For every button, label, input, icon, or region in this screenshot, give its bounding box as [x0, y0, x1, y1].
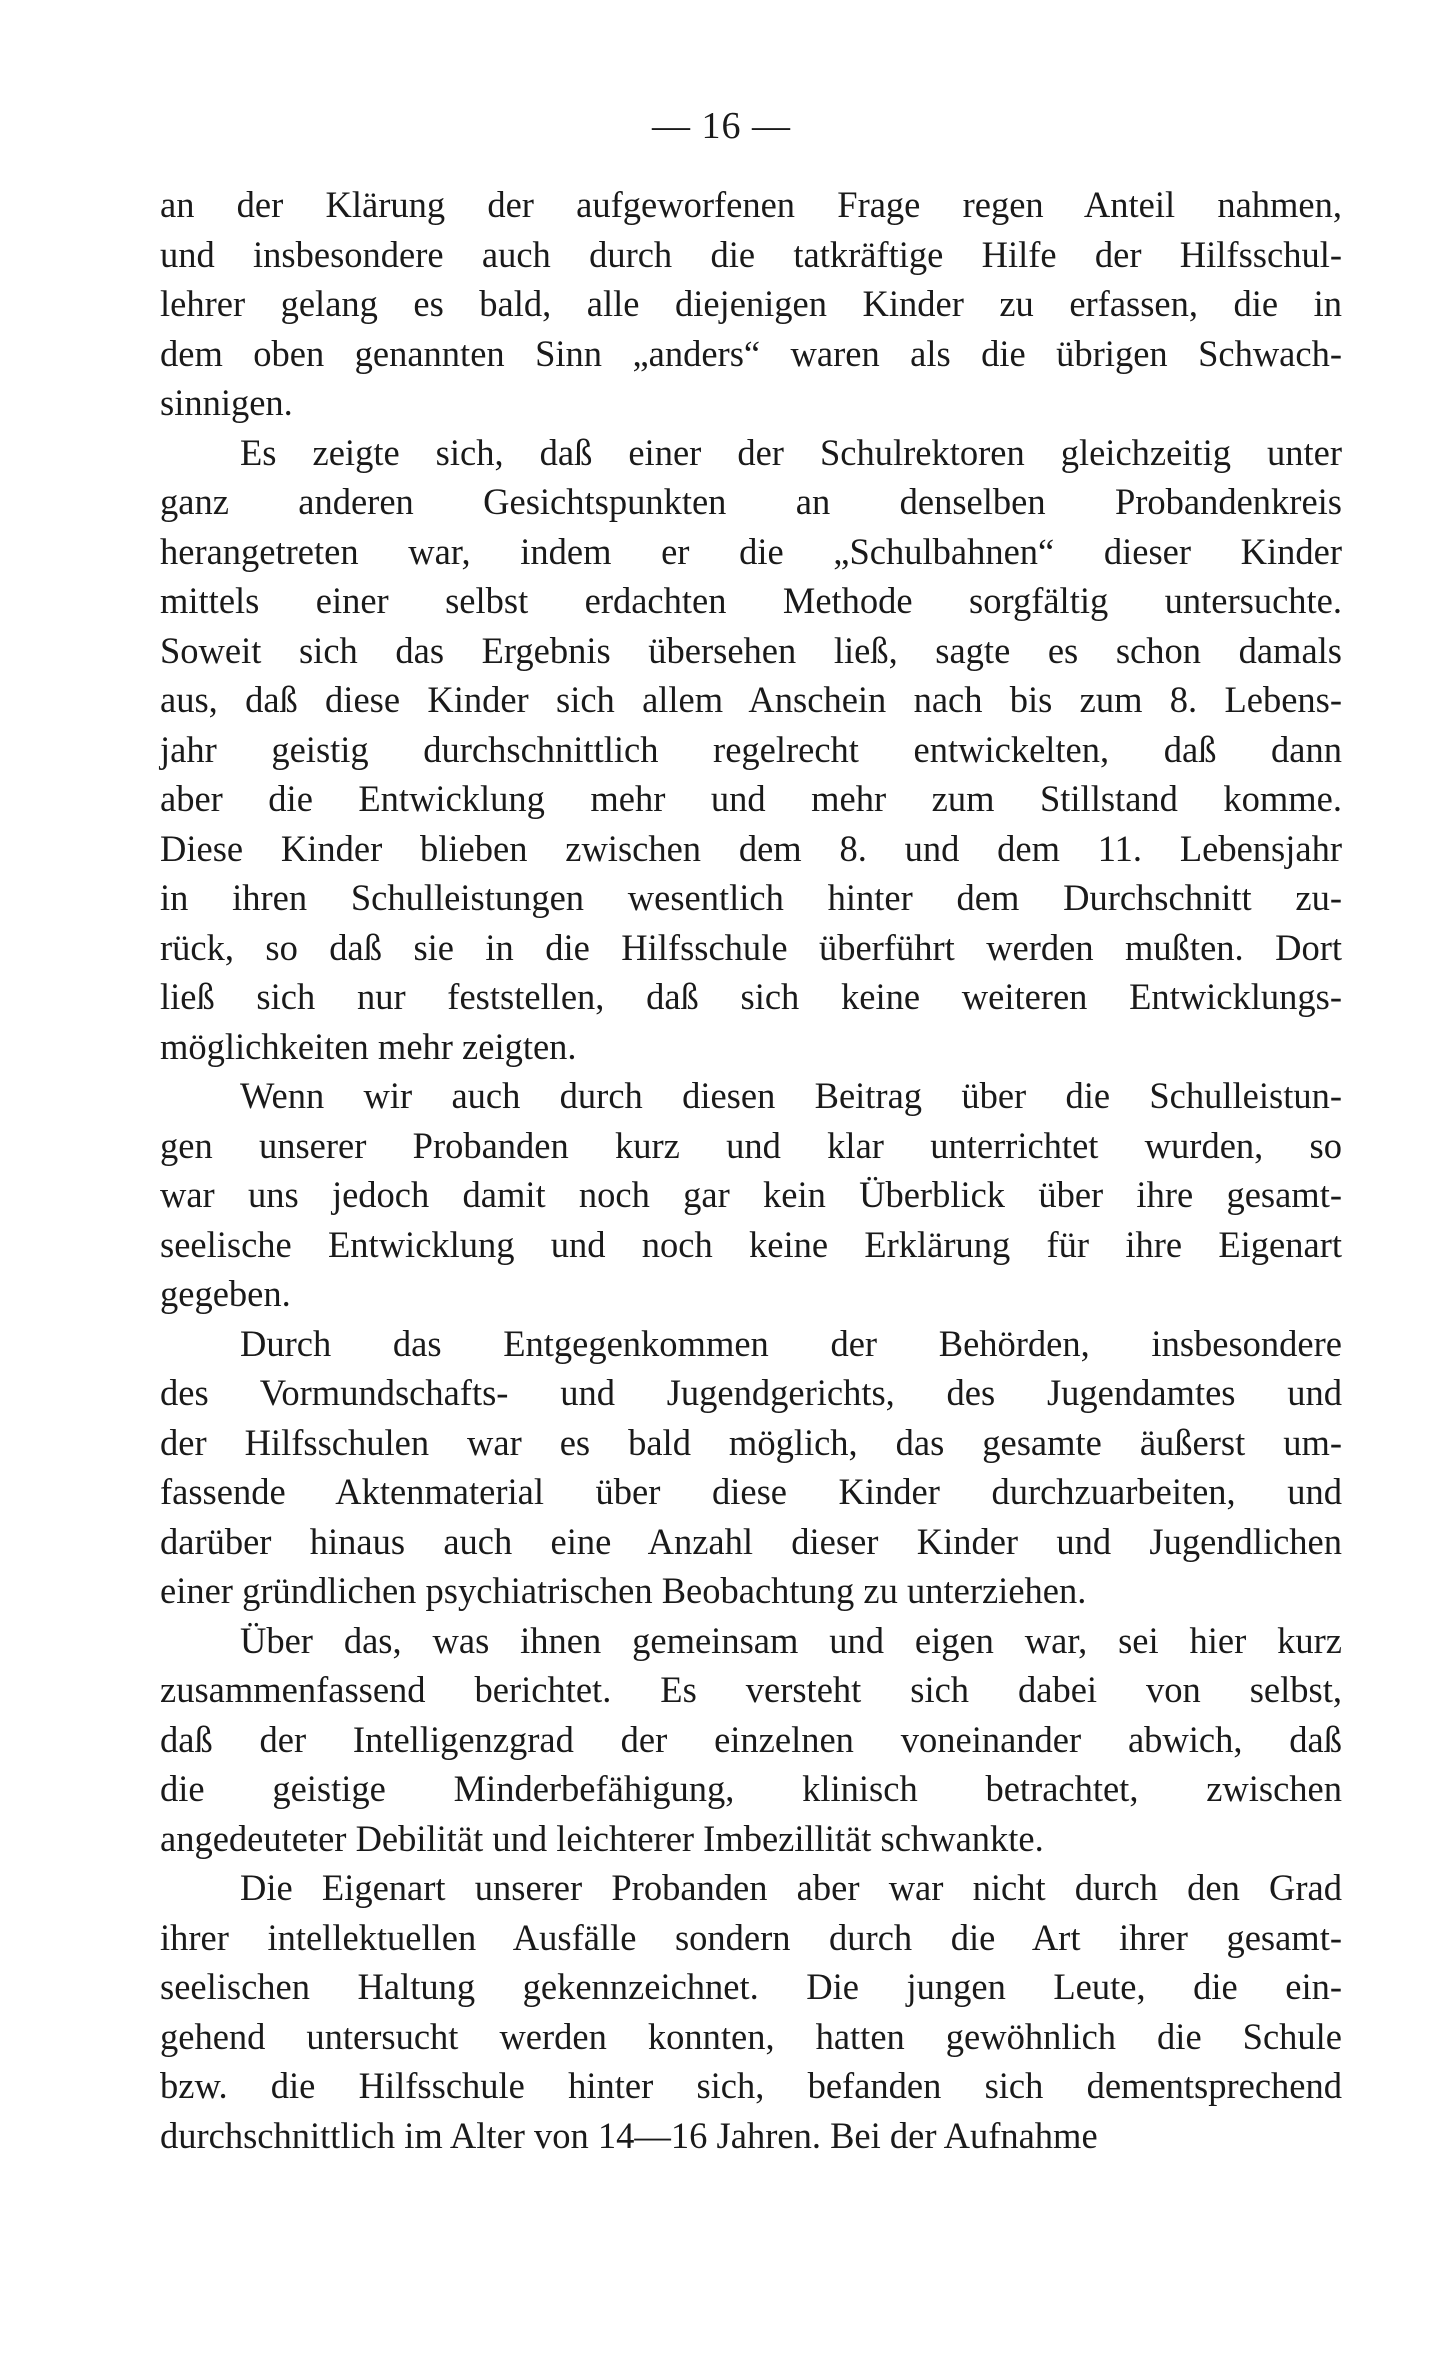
text-line: seelischen Haltung gekennzeichnet. Die jungen Leute, die ein- [160, 1966, 1342, 2007]
paragraph [160, 1863, 1342, 2160]
text-line: sinnigen. [160, 382, 293, 423]
text-line: des Vormundschafts- und Jugendgerichts, des Jugendamtes und [160, 1372, 1342, 1413]
text-line: dem oben genannten Sinn „anders“ waren als die übrigen Schwach- [160, 332, 1342, 374]
text-line: ganz anderen Gesichtspunkten an denselben Probandenkreis [160, 481, 1342, 522]
text-line: und insbesondere auch durch die tatkräftige Hilfe der Hilfsschul- [160, 233, 1342, 275]
text-line: die geistige Minderbefähigung, klinisch betrachtet, zwischen [160, 1768, 1342, 1809]
body-text [160, 180, 1342, 2160]
paragraph-container [160, 180, 1342, 2160]
text-line: zusammenfassend berichtet. Es versteht sich dabei von selbst, [160, 1669, 1342, 1710]
text-line: daß der Intelligenzgrad der einzelnen voneinander abwich, daß [160, 1718, 1342, 1760]
text-line: gen unserer Probanden kurz und klar unterrichtet wurden, so [160, 1124, 1342, 1166]
text-line: möglichkeiten mehr zeigten. [160, 1025, 577, 1067]
text-line: seelische Entwicklung und noch keine Erklärung für ihre Eigenart [160, 1223, 1342, 1265]
text-line: einer gründlichen psychiatrischen Beobachtung zu unterziehen. [160, 1570, 1087, 1611]
text-line: herangetreten war, indem er die „Schulbahnen“ dieser Kinder [160, 530, 1342, 572]
paragraph [160, 428, 1342, 1072]
paragraph [160, 1616, 1342, 1864]
text-line: gehend untersucht werden konnten, hatten gewöhnlich die Schule [160, 2015, 1342, 2057]
text-line: lehrer gelang es bald, alle diejenigen Kinder zu erfassen, die in [160, 283, 1342, 324]
text-line: gegeben. [160, 1273, 291, 1314]
text-line: in ihren Schulleistungen wesentlich hinter dem Durchschnitt zu- [160, 877, 1342, 918]
text-line: Durch das Entgegenkommen der Behörden, insbesondere [240, 1322, 1342, 1364]
text-line: fassende Aktenmaterial über diese Kinder durchzuarbeiten, und [160, 1471, 1342, 1512]
page-number: — 16 — [652, 105, 791, 147]
text-line: der Hilfsschulen war es bald möglich, das gesamte äußerst um- [160, 1421, 1342, 1463]
text-line: Diese Kinder blieben zwischen dem 8. und dem 11. Lebensjahr [160, 827, 1342, 869]
text-line: Über das, was ihnen gemeinsam und eigen war, sei hier kurz [240, 1619, 1342, 1661]
text-line: ihrer intellektuellen Ausfälle sondern durch die Art ihrer gesamt- [160, 1916, 1342, 1958]
text-line: ließ sich nur feststellen, daß sich keine weiteren Entwicklungs- [160, 976, 1342, 1017]
text-line: Es zeigte sich, daß einer der Schulrektoren gleichzeitig unter [240, 431, 1342, 473]
text-line: aber die Entwicklung mehr und mehr zum Stillstand komme. [160, 778, 1342, 819]
text-line: aus, daß diese Kinder sich allem Anschein nach bis zum 8. Lebens- [160, 679, 1342, 720]
text-line: bzw. die Hilfsschule hinter sich, befanden sich dementsprechend [160, 2065, 1342, 2106]
text-line: angedeuteter Debilität und leichterer Imbezillität schwankte. [160, 1817, 1044, 1859]
text-line: Die Eigenart unserer Probanden aber war nicht durch den Grad [240, 1867, 1342, 1908]
text-line: durchschnittlich im Alter von 14—16 Jahren. Bei der Aufnahme [160, 2114, 1098, 2156]
text-line: Wenn wir auch durch diesen Beitrag über die Schulleistun- [240, 1075, 1342, 1116]
text-line: rück, so daß sie in die Hilfsschule überführt werden mußten. Dort [160, 926, 1342, 968]
text-line: jahr geistig durchschnittlich regelrecht entwickelten, daß dann [160, 728, 1342, 770]
paragraph [160, 1319, 1342, 1616]
paragraph [160, 180, 1342, 428]
paragraph [160, 1071, 1342, 1319]
text-line: darüber hinaus auch eine Anzahl dieser Kinder und Jugendlichen [160, 1520, 1342, 1562]
text-line: mittels einer selbst erdachten Methode sorgfältig untersuchte. [160, 580, 1342, 621]
text-line: war uns jedoch damit noch gar kein Überblick über ihre gesamt- [160, 1174, 1342, 1215]
text-line: an der Klärung der aufgeworfenen Frage regen Anteil nahmen, [160, 184, 1342, 225]
text-line: Soweit sich das Ergebnis übersehen ließ, sagte es schon damals [160, 629, 1342, 671]
